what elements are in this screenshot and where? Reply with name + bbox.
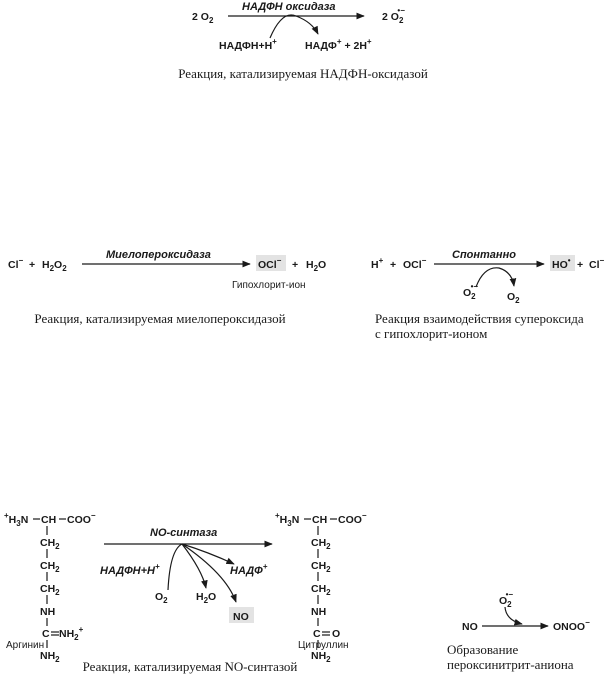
r1-cofactor-in: НАДФН+H+ <box>219 37 277 52</box>
arg-alpha-ch: CH <box>41 514 57 526</box>
arg-ammonium: $^+H_3N$ <box>4 511 29 528</box>
cit-ch2-1: $CH_2$ <box>311 537 331 551</box>
r5-caption-line1: Образование <box>447 642 519 657</box>
cit-carbonyl-c: C <box>313 628 321 640</box>
r2-plus-2: + <box>292 259 299 271</box>
r5-caption-line2: пероксинитрит-аниона <box>447 657 574 672</box>
r5-peroxynitrite: ONOO− <box>553 618 590 633</box>
r2-caption: Реакция, катализируемая миелопероксидазой <box>34 311 286 326</box>
r3-label: Спонтанно <box>452 249 516 261</box>
nadph-oxidase-reaction <box>178 1 428 81</box>
arginine-structure <box>4 511 96 664</box>
r1-enzyme: НАДФН оксидаза <box>242 1 336 13</box>
r3-hypochlorite: OCl− <box>403 256 427 271</box>
r3-plus-1: + <box>390 259 397 271</box>
r2-chloride: Cl− <box>8 256 24 271</box>
r4-caption: Реакция, катализируемая NO-синтазой <box>82 659 298 674</box>
cit-carboxylate: COO− <box>338 511 367 526</box>
r3-side-arrow <box>476 268 514 287</box>
arg-nh: NH <box>40 606 56 618</box>
r3-oxygen: $O_2$ <box>507 291 520 305</box>
r3-proton: H+ <box>371 256 384 271</box>
r1-product: 2 $O_2•-$ <box>382 6 405 25</box>
r4-water: $H_2O$ <box>196 591 217 605</box>
citrulline-structure <box>275 511 367 664</box>
cit-nh2: $NH_2$ <box>311 650 331 664</box>
arg-carboxylate: COO− <box>67 511 96 526</box>
r3-hydroxyl-radical: HO• <box>552 256 571 271</box>
r2-enzyme: Миелопероксидаза <box>106 249 211 261</box>
r5-superoxide: $O_2•-$ <box>499 590 514 609</box>
arg-ch2-3: $CH_2$ <box>40 583 60 597</box>
r4-nadp: НАДФ+ <box>230 562 268 577</box>
r2-product-label: Гипохлорит-ион <box>232 280 306 291</box>
r5-nitric-oxide: NO <box>462 621 478 633</box>
spontaneous-reaction <box>371 249 605 341</box>
r4-nadph-arrow <box>168 544 182 590</box>
myeloperoxidase-reaction <box>8 249 326 326</box>
cit-ch2-2: $CH_2$ <box>311 560 331 574</box>
r4-nadph: НАДФН+H+ <box>100 562 160 577</box>
citrulline-label: Цитруллин <box>298 640 349 651</box>
cit-nh: NH <box>311 606 327 618</box>
r1-reactant: 2 $O_2$ <box>192 11 214 25</box>
r1-cofactor-arrow <box>270 15 318 38</box>
r4-nitric-oxide: NO <box>233 611 249 623</box>
cit-oxygen: O <box>332 628 341 640</box>
r2-product: OCl− <box>258 256 282 271</box>
arginine-label: Аргинин <box>6 640 45 651</box>
cit-ch2-3: $CH_2$ <box>311 583 331 597</box>
cit-ammonium: $^+H_3N$ <box>275 511 300 528</box>
arg-ch2-1: $CH_2$ <box>40 537 60 551</box>
r3-superoxide: $O_2•-$ <box>463 282 479 301</box>
r2-plus-1: + <box>29 259 36 271</box>
r1-caption: Реакция, катализируемая НАДФН-оксидазой <box>178 66 428 81</box>
r3-caption-line1: Реакция взаимодействия супероксида <box>375 311 584 326</box>
r4-enzyme: NO-синтаза <box>150 527 218 539</box>
cit-alpha-ch: CH <box>312 514 328 526</box>
r1-cofactor-out: НАДФ+ + 2H+ <box>305 37 372 52</box>
r4-oxygen: $O_2$ <box>155 591 168 605</box>
arg-ch2-2: $CH_2$ <box>40 560 60 574</box>
arg-guanidino-c: C <box>42 628 50 640</box>
arg-nh2: $NH_2$ <box>40 650 60 664</box>
r2-water: $H_2O$ <box>306 259 327 273</box>
r3-plus-2: + <box>577 259 584 271</box>
r3-caption-line2: с гипохлорит-ионом <box>375 326 488 341</box>
peroxynitrite-reaction <box>447 590 590 672</box>
arg-nh2-plus: $NH_2^+$ <box>59 625 84 642</box>
r3-chloride: Cl− <box>589 256 605 271</box>
no-synthase-reaction <box>4 511 367 674</box>
r2-hydrogen-peroxide: $H_2O_2$ <box>42 259 67 273</box>
r5-side-arrow <box>505 607 522 624</box>
